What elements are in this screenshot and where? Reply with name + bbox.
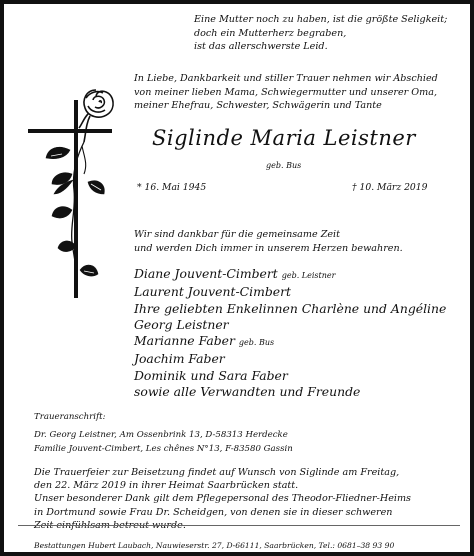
rose-icon [79, 90, 113, 142]
intro-text [134, 72, 438, 113]
address-line: Dr. Georg Leistner, Am Ossenbrink 13, D-58313 Herdecke [34, 430, 288, 440]
undertaker-info: Bestattungen Hubert Laubach, Nauwieserstr. 27, D-66111, Saarbrücken, Tel.: 0681–38 93 90 [34, 541, 395, 550]
mourner-entry [134, 301, 446, 317]
mourner-entry [134, 317, 446, 333]
thanks-line: Wir sind dankbar für die gemeinsame Zeit [134, 229, 340, 240]
mourners-list [134, 266, 446, 400]
address-line: Familie Jouvent-Cimbert, Les chênes N°13, F-83580 Gassin [34, 443, 293, 454]
maiden-name: geb. Bus [266, 161, 302, 170]
mourner-name: sowie alle Verwandten und Freunde [134, 384, 361, 400]
thanks-line: und werden Dich immer in unserem Herzen bewahren. [134, 242, 403, 254]
deceased-name: Siglinde Maria Leistner [152, 126, 416, 150]
mourner-name: Dominik und Sara Faber [134, 367, 288, 383]
death-date: † 10. März 2019 [352, 182, 428, 193]
mourner-entry [134, 266, 446, 284]
mourning-addresses [34, 429, 293, 456]
motto-verse [194, 13, 447, 54]
funeral-notice [34, 466, 411, 532]
mourner-entry [134, 351, 446, 367]
funeral-line: Die Trauerfeier zur Beisetzung findet auf Wunsch von Siglinde am Freitag, [34, 467, 400, 478]
mourner-name: Joachim Faber [134, 351, 225, 367]
mourner-name: Marianne Faber [134, 333, 235, 349]
motto-line: ist das allerschwerste Leid. [194, 41, 328, 53]
thanks-text [134, 228, 403, 255]
mourner-name: Diane Jouvent-Cimbert [134, 266, 278, 281]
footer-divider [18, 525, 460, 526]
mourner-name: Laurent Jouvent-Cimbert [134, 284, 291, 300]
mourner-entry [134, 368, 446, 384]
funeral-line: Zeit einfühlsam betreut wurde. [34, 519, 186, 531]
mourner-entry [134, 284, 446, 300]
address-heading: Traueranschrift: [34, 412, 106, 422]
funeral-line: Unser besonderer Dank gilt dem Pflegepersonal des Theodor-Fliedner-Heims [34, 493, 411, 505]
cross-icon [24, 86, 134, 298]
motto-line: Eine Mutter noch zu haben, ist die größte Seligkeit; [194, 14, 448, 25]
funeral-line: den 22. März 2019 in ihrer Heimat Saarbrücken statt. [34, 480, 299, 492]
intro-line: In Liebe, Dankbarkeit und stiller Trauer nehmen wir Abschied [134, 73, 438, 84]
intro-line: von meiner lieben Mama, Schwiegermutter und unserer Oma, [134, 86, 438, 98]
intro-line: meiner Ehefrau, Schwester, Schwägerin und Tante [134, 100, 382, 112]
mourner-entry [134, 333, 446, 351]
funeral-line: in Dortmund sowie Frau Dr. Scheidgen, von denen sie in dieser schweren [34, 506, 393, 518]
mourner-entry [134, 384, 446, 400]
mourner-note: geb. Leistner [281, 271, 336, 280]
mourner-note: geb. Bus [238, 338, 275, 348]
motto-line: doch ein Mutterherz begraben, [194, 27, 347, 39]
birth-date: * 16. Mai 1945 [137, 182, 207, 193]
mourner-name: Georg Leistner [134, 316, 229, 332]
mourner-name: Ihre geliebten Enkelinnen Charlène und Angéline [134, 300, 447, 316]
